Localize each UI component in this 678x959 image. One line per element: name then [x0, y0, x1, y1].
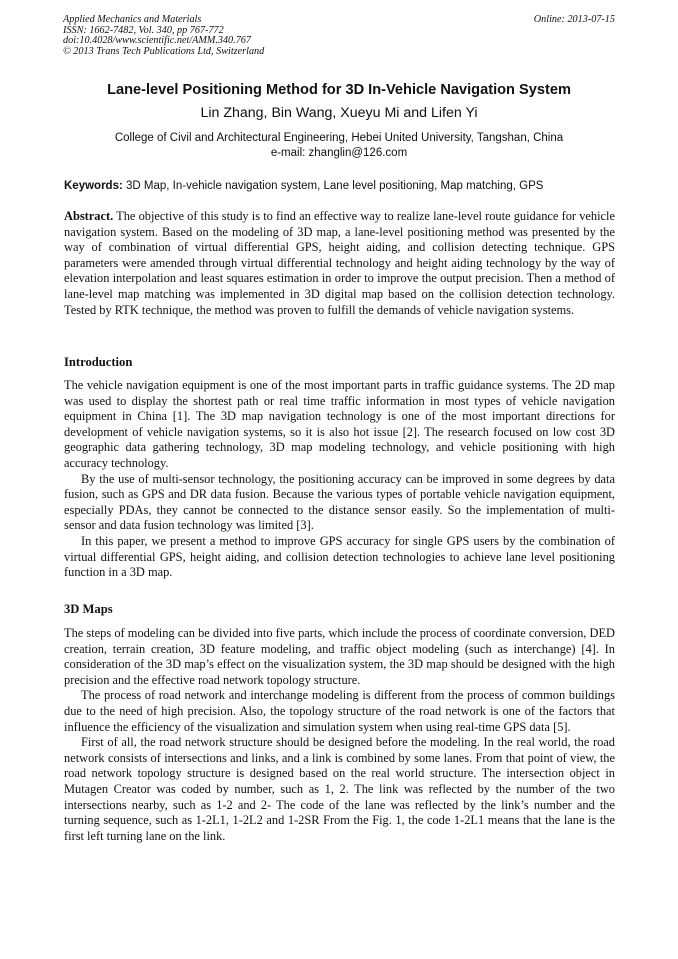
- 3d-maps-body: [64, 626, 615, 844]
- paragraph: The steps of modeling can be divided into five parts, which include the process of coordinate conversion, DED creation, terrain creation, 3D feature modeling, and traffic object modeling (such as interchange) [4]. In consideration of the 3D map’s effect on the visualization system, the 3D map should be designed with the high precision and the effective road network topology structure.: [64, 626, 615, 687]
- abstract-label: Abstract.: [64, 209, 114, 223]
- contact-email: e-mail: zhanglin@126.com: [270, 147, 408, 159]
- keywords-line: [64, 180, 616, 192]
- online-date: Online: 2013-07-15: [533, 14, 615, 25]
- affiliation: College of Civil and Architectural Engineering, Hebei United University, Tangshan, China: [114, 132, 564, 144]
- publication-header: [63, 15, 615, 57]
- paragraph: First of all, the road network structure should be designed before the modeling. In the real world, the road network consists of intersections and links, and a link is combined by some lanes. From that point of view, the road network topology structure is designed based on the real world structure. The intersection object in Mutagen Creator was coded by number, such as 1, 2. The link was reflected by the number of the two intersections nearby, such as 1-2 and 2- The code of the lane was reflected by the link’s number and the turning sequence, such as 1-2L1, 1-2L2 and 1-2SR From the Fig. 1, the code 1-2L1 means that the lane is the first left turning lane on the link.: [64, 735, 615, 843]
- keywords-label: Keywords:: [64, 180, 123, 192]
- section-heading-introduction: Introduction: [64, 355, 133, 369]
- section-heading-3d-maps: 3D Maps: [64, 602, 113, 616]
- copyright-line: © 2013 Trans Tech Publications Ltd, Switzerland: [63, 45, 265, 57]
- doi-line: doi:10.4028/www.scientific.net/AMM.340.767: [63, 35, 251, 47]
- paper-title: Lane-level Positioning Method for 3D In-Vehicle Navigation System: [107, 82, 571, 98]
- abstract: [64, 209, 615, 318]
- introduction-body: [64, 378, 615, 581]
- author-list: Lin Zhang, Bin Wang, Xueyu Mi and Lifen Yi: [200, 105, 478, 121]
- affiliation-block: [0, 131, 678, 161]
- paragraph: The process of road network and interchange modeling is different from the process of common buildings due to the need of high precision. Also, the topology structure of the road network is one of the factors that influence the efficiency of the visualization and simulation system when using real-time GPS data [5].: [64, 688, 615, 734]
- issn-line: ISSN: 1662-7482, Vol. 340, pp 767-772: [63, 24, 224, 36]
- journal-name: Applied Mechanics and Materials: [63, 14, 202, 25]
- keywords-text: 3D Map, In-vehicle navigation system, Lane level positioning, Map matching, GPS: [126, 180, 544, 192]
- abstract-text: The objective of this study is to find an effective way to realize lane-level route guidance for vehicle navigation system. Based on the modeling of 3D map, a lane-level positioning method was presented by the way of combination of virtual differential GPS, height aiding, and collision detecting technique. GPS parameters were amended through virtual differential technology and height aiding technology by the way of elevation interpolation and least squares estimation in order to improve the output precision. Then a method of lane-level map matching was implemented in 3D digital map based on the collision detection technology. Tested by RTK technique, the method was proven to fulfill the demands of vehicle navigation systems.: [64, 209, 615, 317]
- paragraph: By the use of multi-sensor technology, the positioning accuracy can be improved in some degrees by data fusion, such as GPS and DR data fusion. Because the various types of portable vehicle navigation equipment, especially PDAs, they cannot be connected to the distance sensor easily. So the implementation of multi-sensor and data fusion technology was limited [3].: [64, 471, 615, 533]
- paragraph: In this paper, we present a method to improve GPS accuracy for single GPS users by the combination of virtual differential GPS, height aiding, and collision detection technologies to achieve lane level positioning function in a 3D map.: [64, 533, 615, 580]
- paragraph: The vehicle navigation equipment is one of the most important parts in traffic guidance systems. The 2D map was used to display the shortest path or real time traffic information in most types of vehicle navigation equipment in China [1]. The 3D map navigation technology is one of the most important directions for development of vehicle navigation systems, so it is also hot issue [2]. The research focused on low cost 3D geographic data gathering technology, 3D map modeling technology, and vehicle positioning with high accuracy technology.: [64, 378, 615, 470]
